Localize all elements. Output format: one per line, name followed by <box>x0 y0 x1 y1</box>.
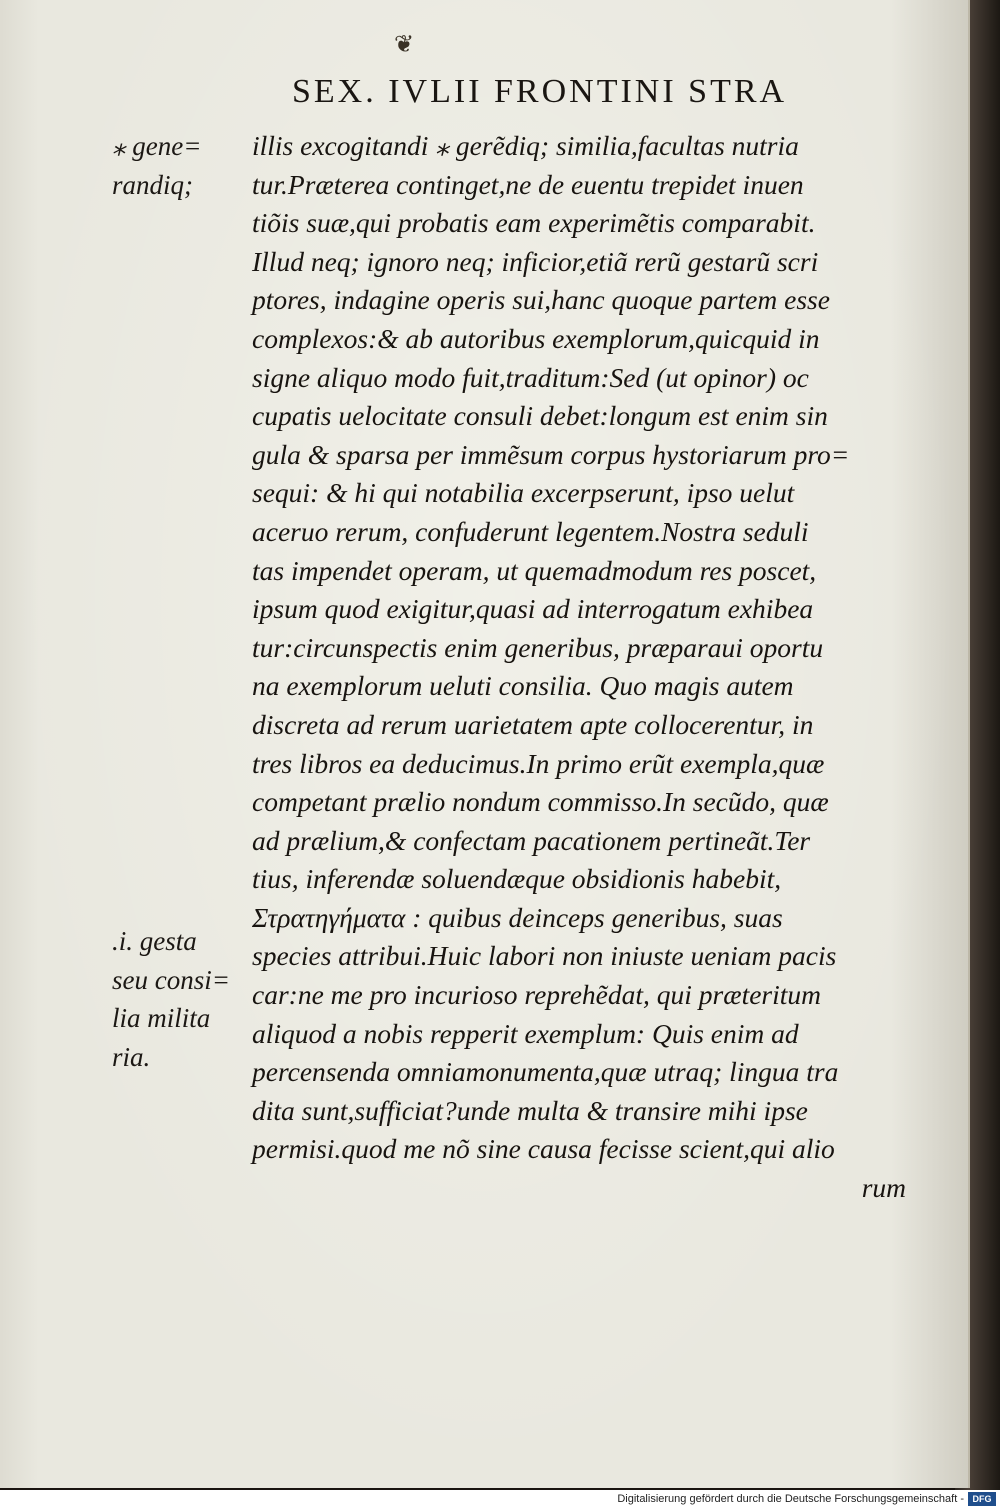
text-line: percensenda omniamonumenta,quӕ utraq; lingua tra <box>252 1056 839 1088</box>
marginal-note-line: randiq; <box>112 169 193 200</box>
text-line: tres libros ea deducimus.In primo erũt exempla,quӕ <box>252 747 825 779</box>
marginal-note-top <box>112 127 244 204</box>
funding-credit: Digitalisierung gefördert durch die Deutsche Forschungsgemeinschaft - <box>617 1493 964 1505</box>
text-line: aceruo rerum, confuderunt legentem.Nostra seduli <box>252 515 809 547</box>
text-line: competant prӕlio nondum commisso.In secũdo, quӕ <box>252 786 829 818</box>
text-line: ad prӕlium,& confectam pacationem pertineãt.Ter <box>252 824 811 856</box>
text-line: ptores, indagine operis sui,hanc quoque partem esse <box>252 284 830 316</box>
text-line: dita sunt,sufficiat?unde multa & transire mihi ipse <box>252 1094 808 1126</box>
catchword: rum <box>861 1172 906 1204</box>
text-line: aliquod a nobis repperit exemplum: Quis enim ad <box>252 1017 799 1049</box>
text-line: sequi: & hi qui notabilia excerpserunt, ipso uelut <box>252 477 795 509</box>
body-text-block <box>252 127 912 1208</box>
text-line: tas impendet operam, ut quemadmodum res poscet, <box>252 554 817 586</box>
text-line: tiõis suӕ,qui probatis eam experimẽtis comparabit. <box>252 207 816 239</box>
text-line: discreta ad rerum uarietatem apte collocerentur, in <box>252 708 814 740</box>
text-line: Στρατηγήματα : quibus deinceps generibus, suas <box>252 901 783 933</box>
text-line: Illud neq; ignoro neq; inficior,etiã rerũ gestarũ scri <box>252 245 819 277</box>
text-line: ipsum quod exigitur,quasi ad interrogatum exhibea <box>252 593 814 625</box>
marginal-note-line: ria. <box>112 1041 151 1072</box>
running-head: SEX. IVLII FRONTINI STRA <box>292 73 788 110</box>
text-line: car:ne me pro incurioso reprehẽdat, qui prӕteritum <box>252 979 822 1011</box>
text-line: complexos:& ab autoribus exemplorum,quicquid in <box>252 322 820 354</box>
marginal-note-line: seu consi= <box>112 964 230 995</box>
text-line: cupatis uelocitate consuli debet:longum est enim sin <box>252 400 828 432</box>
text-line: signe aliquo modo fuit,traditum:Sed (ut opinor) oc <box>252 361 809 393</box>
text-line: gula & sparsa per immẽsum corpus hystoriarum pro= <box>252 438 850 470</box>
marginal-note-line: ⁎ gene= <box>112 131 202 161</box>
text-line: tur.Prӕterea continget,ne de euentu trepidet inuen <box>252 168 804 200</box>
marginal-note-line: .i. gesta <box>112 926 197 956</box>
text-line: na exemplorum ueluti consilia. Quo magis autem <box>252 670 794 702</box>
text-line: illis excogitandi ⁎ gerẽdiq; similia,facultas nutria <box>252 130 799 161</box>
text-line: permisi.quod me nõ sine causa fecisse scient,qui alio <box>252 1133 835 1165</box>
text-line: tius, inferendӕ soluendӕque obsidionis habebit, <box>252 863 782 895</box>
ornament-icon: ❦ <box>393 30 415 58</box>
marginal-note-line: lia milita <box>112 1003 211 1033</box>
text-line: species attribui.Huic labori non iniuste ueniam pacis <box>252 940 837 972</box>
marginal-note-bottom <box>112 922 244 1076</box>
dfg-logo-icon: DFG <box>968 1492 996 1506</box>
text-line: tur:circunspectis enim generibus, prӕparaui oportu <box>252 631 824 663</box>
